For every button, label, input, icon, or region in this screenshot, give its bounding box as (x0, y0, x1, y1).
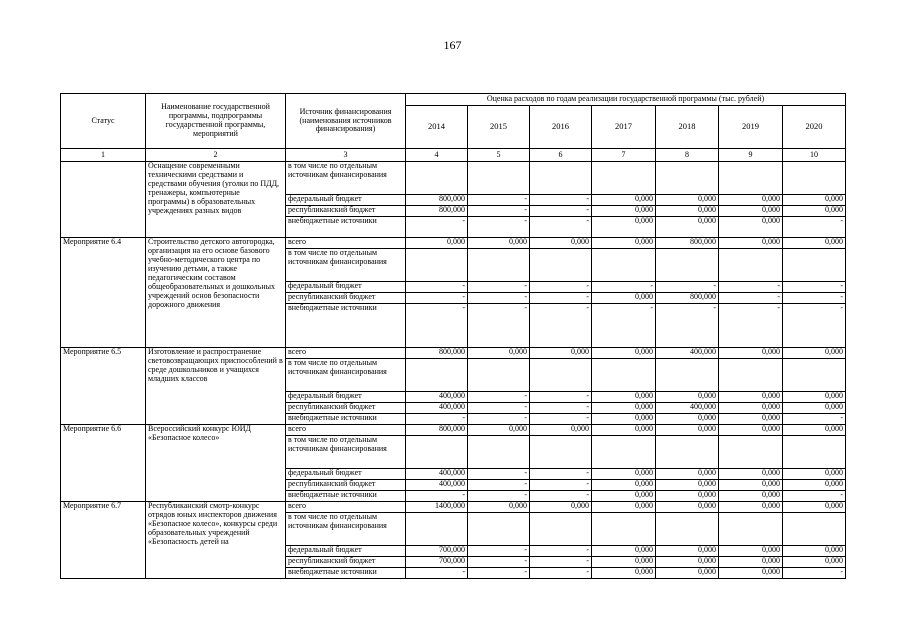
value-cell-2018: 0,000 (656, 392, 719, 403)
value-cell-2017: 0,000 (592, 403, 656, 414)
value-cell-2019: 0,000 (719, 217, 783, 238)
value-cell-2018: 800,000 (656, 238, 719, 249)
value-cell-2014: 0,000 (406, 238, 468, 249)
column-number: 8 (656, 149, 719, 162)
table-row (61, 162, 846, 195)
value-cell-2020: 0,000 (783, 546, 846, 557)
value-cell-2017: 0,000 (592, 568, 656, 579)
value-cell-2015: - (468, 293, 530, 304)
value-cell-2016: - (530, 392, 592, 403)
value-cell-2017: 0,000 (592, 414, 656, 425)
value-cell-2018: 400,000 (656, 403, 719, 414)
value-cell-2015: - (468, 403, 530, 414)
value-cell-2015 (468, 513, 530, 546)
measure-name-cell: Всероссийский конкурс ЮИД «Безопасное колесо» (146, 425, 286, 502)
value-cell-2018: 0,000 (656, 491, 719, 502)
value-cell-2020: 0,000 (783, 348, 846, 359)
value-cell-2016 (530, 513, 592, 546)
header-source: Источник финансирования (наименования источников финансирования) (286, 94, 406, 149)
value-cell-2017: 0,000 (592, 293, 656, 304)
value-cell-2017: 0,000 (592, 546, 656, 557)
value-cell-2015: - (468, 469, 530, 480)
value-cell-2017: 0,000 (592, 392, 656, 403)
value-cell-2015: - (468, 414, 530, 425)
value-cell-2018: 0,000 (656, 217, 719, 238)
value-cell-2014: - (406, 414, 468, 425)
header-year-2017: 2017 (592, 106, 656, 149)
value-cell-2020: 0,000 (783, 403, 846, 414)
funding-source-cell: внебюджетные источники (286, 414, 406, 425)
measure-name-cell: Оснащение современными техническими средствами и средствами обучения (уголки по ПДД, тренажеры, компьютерные программы) в образовательных учреждениях разных видов (146, 162, 286, 238)
funding-source-cell: республиканский бюджет (286, 557, 406, 568)
value-cell-2017 (592, 359, 656, 392)
value-cell-2016: - (530, 403, 592, 414)
value-cell-2016 (530, 162, 592, 195)
value-cell-2015: 0,000 (468, 348, 530, 359)
value-cell-2020 (783, 436, 846, 469)
value-cell-2020: - (783, 304, 846, 348)
value-cell-2017: - (592, 282, 656, 293)
value-cell-2018: 0,000 (656, 557, 719, 568)
header-year-2019: 2019 (719, 106, 783, 149)
value-cell-2015: - (468, 206, 530, 217)
value-cell-2015: - (468, 195, 530, 206)
measure-name-cell: Строительство детского автогородка, организация на его основе базового учебно-методического центра по изучению детьми, а также педагогическим составом общеобразовательных и дошкольных учреждений основ безопасности дорожного движения (146, 238, 286, 348)
value-cell-2014: 700,000 (406, 546, 468, 557)
funding-source-cell: республиканский бюджет (286, 403, 406, 414)
value-cell-2019: - (719, 282, 783, 293)
value-cell-2019 (719, 359, 783, 392)
header-numbers-row (61, 149, 846, 162)
value-cell-2020: 0,000 (783, 480, 846, 491)
funding-source-cell: всего (286, 425, 406, 436)
header-estimate: Оценка расходов по годам реализации государственной программы (тыс. рублей) (406, 94, 846, 106)
value-cell-2016: - (530, 195, 592, 206)
column-number: 5 (468, 149, 530, 162)
column-number: 2 (146, 149, 286, 162)
value-cell-2014: 1400,000 (406, 502, 468, 513)
status-cell: Мероприятие 6.4 (61, 238, 146, 348)
value-cell-2020: 0,000 (783, 195, 846, 206)
value-cell-2020 (783, 162, 846, 195)
value-cell-2016: - (530, 491, 592, 502)
value-cell-2015: 0,000 (468, 425, 530, 436)
value-cell-2016: 0,000 (530, 238, 592, 249)
value-cell-2017: 0,000 (592, 469, 656, 480)
value-cell-2015: - (468, 546, 530, 557)
value-cell-2020: 0,000 (783, 392, 846, 403)
value-cell-2015 (468, 249, 530, 282)
value-cell-2018 (656, 436, 719, 469)
table-row (61, 425, 846, 436)
value-cell-2014: - (406, 568, 468, 579)
header-year-2018: 2018 (656, 106, 719, 149)
funding-source-cell: всего (286, 238, 406, 249)
funding-source-cell: внебюджетные источники (286, 491, 406, 502)
value-cell-2020: 0,000 (783, 238, 846, 249)
value-cell-2014: - (406, 282, 468, 293)
value-cell-2015: - (468, 217, 530, 238)
value-cell-2020: 0,000 (783, 206, 846, 217)
value-cell-2014: 700,000 (406, 557, 468, 568)
value-cell-2019: 0,000 (719, 568, 783, 579)
funding-source-cell: в том числе по отдельным источникам финансирования (286, 513, 406, 546)
value-cell-2014: - (406, 304, 468, 348)
value-cell-2018: 0,000 (656, 425, 719, 436)
value-cell-2014: - (406, 217, 468, 238)
column-number: 6 (530, 149, 592, 162)
value-cell-2017: 0,000 (592, 491, 656, 502)
funding-source-cell: в том числе по отдельным источникам финансирования (286, 359, 406, 392)
value-cell-2019: 0,000 (719, 195, 783, 206)
measure-name-cell: Изготовление и распространение световозвращающих приспособлений в среде дошкольников и учащихся младших классов (146, 348, 286, 425)
value-cell-2018 (656, 162, 719, 195)
value-cell-2019: 0,000 (719, 480, 783, 491)
value-cell-2014 (406, 359, 468, 392)
value-cell-2020: 0,000 (783, 469, 846, 480)
value-cell-2019: 0,000 (719, 206, 783, 217)
value-cell-2016: - (530, 293, 592, 304)
value-cell-2015 (468, 436, 530, 469)
value-cell-2014 (406, 249, 468, 282)
status-cell (61, 162, 146, 238)
header-name: Наименование государственной программы, подпрограммы государственной программы, мероприятий (146, 94, 286, 149)
value-cell-2019: 0,000 (719, 414, 783, 425)
value-cell-2018: 800,000 (656, 293, 719, 304)
value-cell-2018 (656, 513, 719, 546)
value-cell-2015: 0,000 (468, 238, 530, 249)
funding-source-cell: федеральный бюджет (286, 392, 406, 403)
value-cell-2017: 0,000 (592, 348, 656, 359)
budget-table (60, 93, 846, 579)
value-cell-2018 (656, 359, 719, 392)
value-cell-2016 (530, 359, 592, 392)
column-number: 10 (783, 149, 846, 162)
value-cell-2017: 0,000 (592, 502, 656, 513)
value-cell-2014: 400,000 (406, 403, 468, 414)
value-cell-2016: 0,000 (530, 502, 592, 513)
column-number: 9 (719, 149, 783, 162)
value-cell-2019 (719, 513, 783, 546)
value-cell-2020: 0,000 (783, 502, 846, 513)
value-cell-2014: 400,000 (406, 469, 468, 480)
value-cell-2018: 0,000 (656, 568, 719, 579)
value-cell-2020: - (783, 293, 846, 304)
status-cell: Мероприятие 6.5 (61, 348, 146, 425)
funding-source-cell: в том числе по отдельным источникам финансирования (286, 162, 406, 195)
value-cell-2017 (592, 249, 656, 282)
value-cell-2019: 0,000 (719, 557, 783, 568)
funding-source-cell: федеральный бюджет (286, 195, 406, 206)
value-cell-2018: 400,000 (656, 348, 719, 359)
value-cell-2014: 800,000 (406, 425, 468, 436)
value-cell-2017: 0,000 (592, 195, 656, 206)
value-cell-2015: - (468, 491, 530, 502)
funding-source-cell: внебюджетные источники (286, 217, 406, 238)
value-cell-2018 (656, 249, 719, 282)
value-cell-2018: 0,000 (656, 546, 719, 557)
value-cell-2014: 800,000 (406, 348, 468, 359)
value-cell-2019: - (719, 293, 783, 304)
value-cell-2017: 0,000 (592, 557, 656, 568)
value-cell-2018: 0,000 (656, 469, 719, 480)
value-cell-2018: - (656, 304, 719, 348)
value-cell-2016: - (530, 568, 592, 579)
status-cell: Мероприятие 6.6 (61, 425, 146, 502)
funding-source-cell: всего (286, 502, 406, 513)
column-number: 7 (592, 149, 656, 162)
value-cell-2020: - (783, 568, 846, 579)
value-cell-2017: 0,000 (592, 217, 656, 238)
value-cell-2015: - (468, 480, 530, 491)
value-cell-2020: - (783, 217, 846, 238)
status-cell: Мероприятие 6.7 (61, 502, 146, 579)
value-cell-2015: - (468, 304, 530, 348)
value-cell-2019: 0,000 (719, 502, 783, 513)
value-cell-2016: 0,000 (530, 348, 592, 359)
table-row (61, 502, 846, 513)
value-cell-2018: 0,000 (656, 480, 719, 491)
value-cell-2018: 0,000 (656, 195, 719, 206)
value-cell-2019 (719, 249, 783, 282)
funding-source-cell: в том числе по отдельным источникам финансирования (286, 249, 406, 282)
value-cell-2017 (592, 436, 656, 469)
table-row (61, 238, 846, 249)
value-cell-2016: - (530, 217, 592, 238)
value-cell-2019: 0,000 (719, 403, 783, 414)
header-year-2016: 2016 (530, 106, 592, 149)
value-cell-2015: - (468, 557, 530, 568)
value-cell-2014: - (406, 293, 468, 304)
value-cell-2014: - (406, 491, 468, 502)
value-cell-2017: - (592, 304, 656, 348)
funding-source-cell: в том числе по отдельным источникам финансирования (286, 436, 406, 469)
value-cell-2019: 0,000 (719, 469, 783, 480)
value-cell-2015: 0,000 (468, 502, 530, 513)
funding-source-cell: всего (286, 348, 406, 359)
value-cell-2016: - (530, 304, 592, 348)
value-cell-2016: - (530, 557, 592, 568)
table-row (61, 348, 846, 359)
value-cell-2018: 0,000 (656, 502, 719, 513)
value-cell-2014: 800,000 (406, 195, 468, 206)
value-cell-2014 (406, 162, 468, 195)
funding-source-cell: республиканский бюджет (286, 480, 406, 491)
funding-source-cell: внебюджетные источники (286, 568, 406, 579)
value-cell-2019: 0,000 (719, 392, 783, 403)
value-cell-2014 (406, 513, 468, 546)
value-cell-2016: - (530, 480, 592, 491)
value-cell-2020: - (783, 491, 846, 502)
page-number: 167 (443, 38, 462, 52)
value-cell-2016: - (530, 469, 592, 480)
value-cell-2019 (719, 436, 783, 469)
value-cell-2017: 0,000 (592, 238, 656, 249)
value-cell-2020: - (783, 282, 846, 293)
header-status: Статус (61, 94, 146, 149)
value-cell-2016: - (530, 282, 592, 293)
header-year-2015: 2015 (468, 106, 530, 149)
value-cell-2020: 0,000 (783, 425, 846, 436)
value-cell-2019: 0,000 (719, 238, 783, 249)
value-cell-2016: - (530, 206, 592, 217)
value-cell-2015 (468, 359, 530, 392)
funding-source-cell: внебюджетные источники (286, 304, 406, 348)
value-cell-2016: - (530, 546, 592, 557)
value-cell-2018: 0,000 (656, 206, 719, 217)
value-cell-2017: 0,000 (592, 425, 656, 436)
value-cell-2019: 0,000 (719, 348, 783, 359)
value-cell-2016: - (530, 414, 592, 425)
value-cell-2020: - (783, 414, 846, 425)
value-cell-2015: - (468, 282, 530, 293)
value-cell-2019 (719, 162, 783, 195)
value-cell-2017: 0,000 (592, 206, 656, 217)
value-cell-2014: 800,000 (406, 206, 468, 217)
value-cell-2017 (592, 162, 656, 195)
value-cell-2016: 0,000 (530, 425, 592, 436)
column-number: 4 (406, 149, 468, 162)
value-cell-2016 (530, 249, 592, 282)
value-cell-2014 (406, 436, 468, 469)
value-cell-2020 (783, 249, 846, 282)
funding-source-cell: федеральный бюджет (286, 469, 406, 480)
value-cell-2020: 0,000 (783, 557, 846, 568)
value-cell-2018: - (656, 282, 719, 293)
funding-source-cell: федеральный бюджет (286, 546, 406, 557)
value-cell-2015: - (468, 568, 530, 579)
funding-source-cell: республиканский бюджет (286, 206, 406, 217)
column-number: 3 (286, 149, 406, 162)
value-cell-2020 (783, 513, 846, 546)
funding-source-cell: федеральный бюджет (286, 282, 406, 293)
value-cell-2018: 0,000 (656, 414, 719, 425)
value-cell-2014: 400,000 (406, 392, 468, 403)
measure-name-cell: Республиканский смотр-конкурс отрядов юных инспекторов движения «Безопасное колесо», конкурсы среди образовательных учреждений «Безопасность детей на (146, 502, 286, 579)
funding-source-cell: республиканский бюджет (286, 293, 406, 304)
table-body (61, 162, 846, 579)
value-cell-2015 (468, 162, 530, 195)
value-cell-2016 (530, 436, 592, 469)
value-cell-2019: 0,000 (719, 546, 783, 557)
column-number: 1 (61, 149, 146, 162)
value-cell-2017: 0,000 (592, 480, 656, 491)
value-cell-2019: - (719, 304, 783, 348)
value-cell-2020 (783, 359, 846, 392)
value-cell-2017 (592, 513, 656, 546)
header-year-2014: 2014 (406, 106, 468, 149)
value-cell-2014: 400,000 (406, 480, 468, 491)
value-cell-2015: - (468, 392, 530, 403)
value-cell-2019: 0,000 (719, 491, 783, 502)
header-year-2020: 2020 (783, 106, 846, 149)
value-cell-2019: 0,000 (719, 425, 783, 436)
